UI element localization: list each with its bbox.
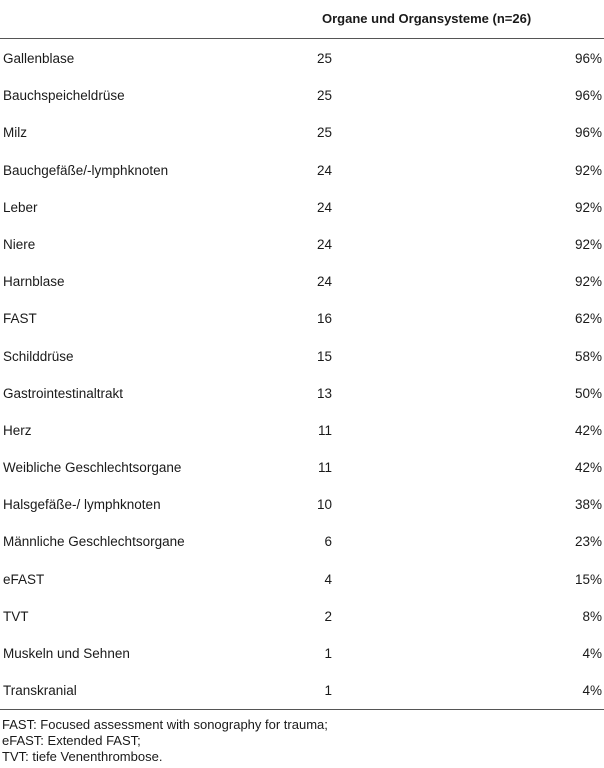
organ-percent: 15% xyxy=(574,571,602,587)
table-header xyxy=(0,0,604,38)
organ-name: Milz xyxy=(3,125,27,141)
organ-percent: 92% xyxy=(574,274,602,290)
organ-percent: 96% xyxy=(574,51,602,66)
table-header-title: Organe und Organsysteme (n=26) xyxy=(322,11,532,26)
organ-name: Harnblase xyxy=(3,274,65,290)
organ-name: Gastrointestinaltrakt xyxy=(3,385,124,401)
organ-percent: 4% xyxy=(582,646,602,661)
organ-count: 11 xyxy=(317,460,332,476)
organ-name: Transkranial xyxy=(3,683,77,699)
organ-percent: 92% xyxy=(574,162,602,178)
organ-percent: 96% xyxy=(574,125,602,141)
footnote-efast: eFAST: Extended FAST; xyxy=(2,733,141,748)
organ-count: 25 xyxy=(316,51,332,66)
footnote-tvt: TVT: tiefe Venenthrombose. xyxy=(2,749,163,764)
organ-percent: 8% xyxy=(582,608,602,624)
organ-name: Schilddrüse xyxy=(3,348,74,364)
footnote-fast: FAST: Focused assessment with sonography for trauma; xyxy=(2,717,328,732)
table-row xyxy=(0,300,604,337)
organ-percent: 50% xyxy=(574,385,602,401)
table-row xyxy=(0,338,604,375)
organ-percent: 42% xyxy=(574,422,602,438)
organ-count: 24 xyxy=(316,199,332,215)
organ-name: Herz xyxy=(3,422,32,438)
table-row xyxy=(0,598,604,635)
organ-percent: 42% xyxy=(574,460,602,476)
header-divider xyxy=(0,38,604,39)
organ-count: 2 xyxy=(324,608,332,624)
table-row xyxy=(0,635,604,672)
organ-count: 1 xyxy=(324,646,332,661)
table-row xyxy=(0,40,604,77)
organ-percent: 38% xyxy=(574,497,602,513)
organ-percent: 23% xyxy=(574,534,602,550)
organ-name: Halsgefäße-/ lymphknoten xyxy=(3,497,161,513)
table-row xyxy=(0,77,604,114)
organ-count: 24 xyxy=(316,162,332,178)
table-footnotes xyxy=(2,717,328,765)
organ-count: 1 xyxy=(324,683,332,699)
table-row xyxy=(0,375,604,412)
organ-name: TVT xyxy=(3,608,29,624)
table-row xyxy=(0,449,604,486)
organ-name: eFAST xyxy=(3,571,45,587)
organ-name: Leber xyxy=(3,199,38,215)
organ-count: 25 xyxy=(316,88,332,104)
organ-name: Bauchspeicheldrüse xyxy=(3,88,125,104)
organ-name: Niere xyxy=(3,236,36,252)
table-row xyxy=(0,561,604,598)
organ-name: Bauchgefäße/-lymphknoten xyxy=(3,162,169,178)
organ-name: FAST xyxy=(3,311,37,327)
organ-count: 6 xyxy=(324,534,332,550)
organ-percent: 92% xyxy=(574,236,602,252)
organ-count: 24 xyxy=(316,236,332,252)
table-row xyxy=(0,672,604,709)
organ-percent: 92% xyxy=(574,199,602,215)
organ-count: 11 xyxy=(317,422,332,438)
organ-name: Männliche Geschlechtsorgane xyxy=(3,534,185,550)
table-row xyxy=(0,412,604,449)
table-row xyxy=(0,114,604,151)
table-row xyxy=(0,152,604,189)
organ-percent: 96% xyxy=(574,88,602,104)
organ-percent: 62% xyxy=(574,311,602,327)
table-bottom-divider xyxy=(0,709,604,710)
organ-name: Gallenblase xyxy=(3,51,75,66)
organ-name: Muskeln und Sehnen xyxy=(3,646,130,661)
organ-percent: 58% xyxy=(574,348,602,364)
table-row xyxy=(0,226,604,263)
organ-count: 15 xyxy=(316,348,332,364)
organ-count: 25 xyxy=(316,125,332,141)
organ-count: 4 xyxy=(324,571,332,587)
table-row xyxy=(0,263,604,300)
organ-count: 10 xyxy=(316,497,332,513)
organ-count: 16 xyxy=(316,311,332,327)
table-body xyxy=(0,40,604,709)
table-row xyxy=(0,486,604,523)
table-row xyxy=(0,189,604,226)
organ-count: 13 xyxy=(316,385,332,401)
organ-percent: 4% xyxy=(582,683,602,699)
table-row xyxy=(0,523,604,560)
organ-name: Weibliche Geschlechtsorgane xyxy=(3,460,182,476)
organ-count: 24 xyxy=(316,274,332,290)
